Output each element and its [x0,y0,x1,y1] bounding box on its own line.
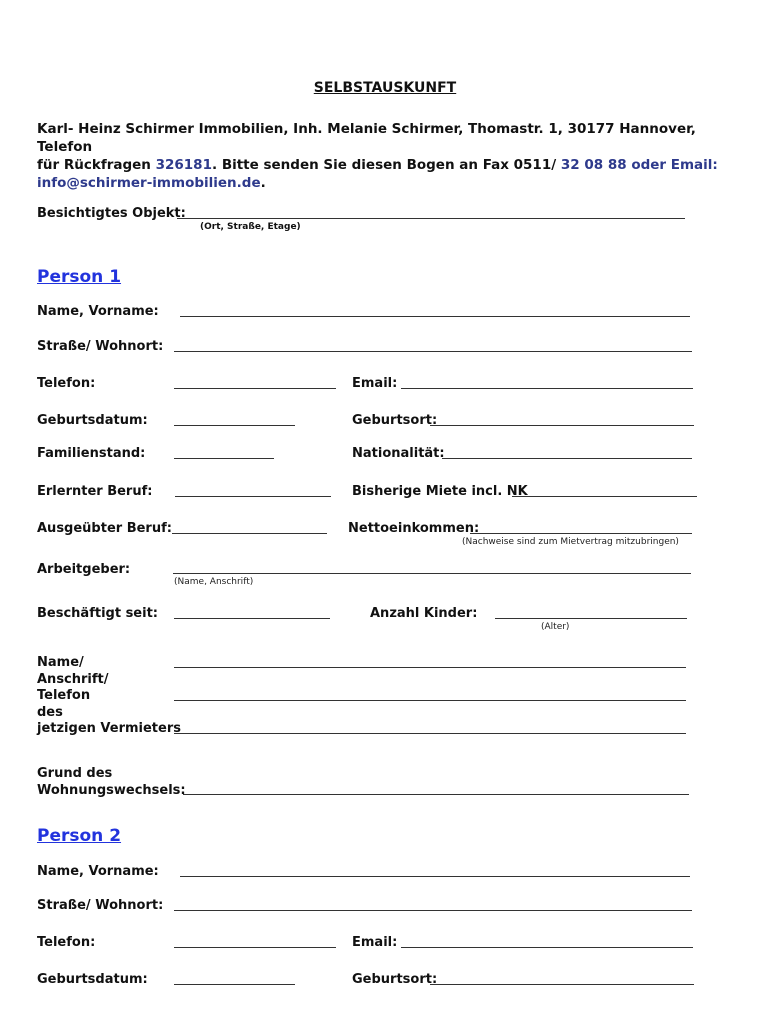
p2-birthplace-label: Geburtsort: [352,972,438,987]
p2-street-field[interactable] [174,910,692,911]
p1-employer-hint: (Name, Anschrift) [174,577,254,587]
p1-family-field[interactable] [174,458,274,459]
p1-nationality-label: Nationalität: [352,446,445,461]
fax-number: 32 08 88 oder Email: [560,157,718,173]
p1-birthdate-field[interactable] [174,425,295,426]
intro-line2-prefix: für Rückfragen [37,157,156,173]
p1-employed-since-label: Beschäftigt seit: [37,606,158,621]
p1-birthplace-field[interactable] [430,425,694,426]
p2-email-label: Email: [352,935,398,950]
p1-landlord-field-1[interactable] [174,667,686,668]
p1-email-field[interactable] [401,388,693,389]
p1-landlord-line1: Name/ [37,655,84,670]
person2-heading: Person 2 [37,826,122,846]
intro-line2-mid: . Bitte senden Sie diesen Bogen an Fax 0511/ [211,157,561,173]
object-hint: (Ort, Straße, Etage) [200,222,301,232]
p1-learned-job-label: Erlernter Beruf: [37,484,153,499]
p2-email-field[interactable] [401,947,693,948]
p2-birthdate-label: Geburtsdatum: [37,972,148,987]
p1-phone-label: Telefon: [37,376,96,391]
p2-birthplace-field[interactable] [430,984,694,985]
intro-text [37,120,737,192]
form-title: SELBSTAUSKUNFT [313,80,457,96]
p1-landlord-line4: des [37,704,63,720]
p1-net-income-hint: (Nachweise sind zum Mietvertrag mitzubringen) [462,537,679,547]
p1-current-job-field[interactable] [172,533,327,534]
p1-employed-since-field[interactable] [174,618,330,619]
p1-email-label: Email: [352,376,398,391]
p1-current-job-label: Ausgeübter Beruf: [37,521,172,536]
p1-family-label: Familienstand: [37,446,146,461]
p2-name-field[interactable] [180,876,690,877]
p1-landlord-line3: Telefon [37,688,91,703]
p1-landlord-field-2[interactable] [174,700,686,701]
p1-children-hint: (Alter) [541,622,570,632]
p2-phone-field[interactable] [174,947,336,948]
p1-landlord-field-3[interactable] [174,733,686,734]
email-link[interactable]: info@schirmer-immobilien.de [37,175,261,191]
p2-name-label: Name, Vorname: [37,864,159,879]
p1-reason-line2: Wohnungswechsels: [37,783,186,798]
p1-children-label: Anzahl Kinder: [370,606,478,621]
p1-phone-field[interactable] [174,388,336,389]
p2-birthdate-field[interactable] [174,984,295,985]
intro-end: . [260,175,266,191]
object-label: Besichtigtes Objekt: [37,206,186,221]
p1-street-field[interactable] [174,351,692,352]
person1-heading: Person 1 [37,267,122,287]
p1-learned-job-field[interactable] [175,496,331,497]
p2-street-label: Straße/ Wohnort: [37,898,164,913]
p1-reason-line1: Grund des [37,766,113,781]
p1-birthplace-label: Geburtsort: [352,413,438,428]
phone-number: 326181 [155,157,212,173]
p1-nationality-field[interactable] [442,458,692,459]
p2-phone-label: Telefon: [37,935,96,950]
p1-landlord-line2: Anschrift/ [37,671,109,687]
object-field[interactable] [177,218,685,219]
p1-street-label: Straße/ Wohnort: [37,339,164,354]
p1-reason-field[interactable] [183,794,689,795]
p1-landlord-label [37,655,181,738]
intro-line1: Karl- Heinz Schirmer Immobilien, Inh. Melanie Schirmer, Thomastr. 1, 30177 Hannover, Telefon [37,121,696,155]
p1-birthdate-label: Geburtsdatum: [37,413,148,428]
p1-name-field[interactable] [180,316,690,317]
p1-reason-label [37,765,186,799]
p1-employer-label: Arbeitgeber: [37,562,131,577]
p1-net-income-label: Nettoeinkommen: [348,521,480,536]
p1-children-field[interactable] [495,618,687,619]
p1-employer-field[interactable] [173,573,691,574]
p1-landlord-line5: jetzigen Vermieters [37,721,181,736]
p1-rent-field[interactable] [512,496,697,497]
p1-rent-label: Bisherige Miete incl. NK [352,484,528,499]
p1-net-income-field[interactable] [470,533,692,534]
p1-name-label: Name, Vorname: [37,304,159,319]
